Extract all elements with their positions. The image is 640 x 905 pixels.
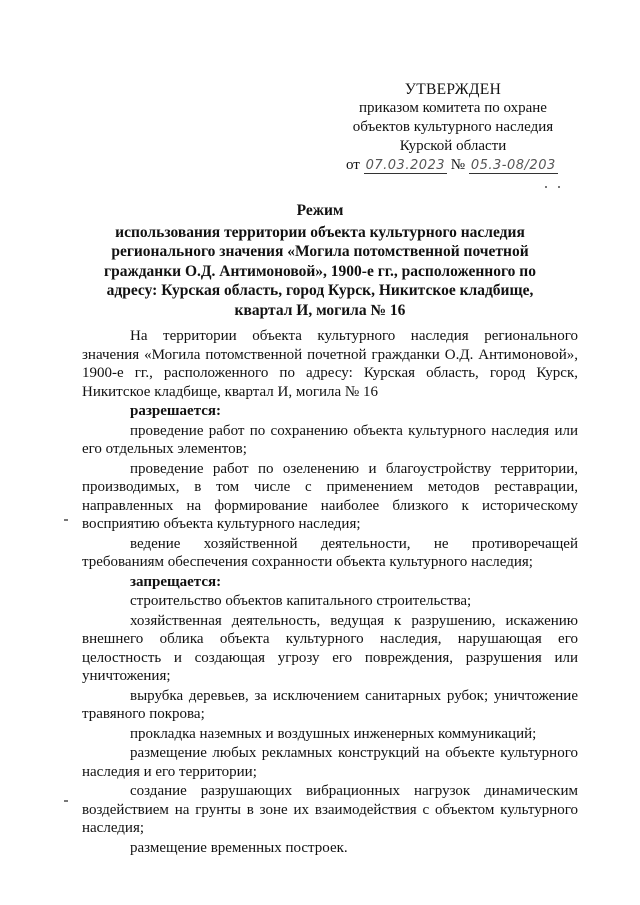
allowed-item: проведение работ по озеленению и благоустройству территории, производимых, в том числе с применением методов реставрации, направленных на формирование наиболее близкого к историческому восприятию объекта культурного наследия; bbox=[82, 460, 578, 532]
title-line-2: использования территории объекта культурного наследия регионального значения «Могила потомственной почетной гражданки О.Д. Антимоновой», 1900-е гг., расположенного по адресу: Курская область, город Курск, Никитское кладбище, квартал И, могила № 16 bbox=[104, 223, 536, 319]
approval-date-line bbox=[318, 156, 588, 175]
handwritten-date: 07.03.2023 bbox=[365, 158, 446, 173]
allowed-item: ведение хозяйственной деятельности, не противоречащей требованиям обеспечения сохранности объекта культурного наследия; bbox=[82, 535, 578, 570]
forbidden-item: прокладка наземных и воздушных инженерных коммуникаций; bbox=[130, 725, 537, 742]
approval-line-1: приказом комитета по охране bbox=[359, 100, 547, 116]
approval-stamp-block bbox=[318, 80, 588, 175]
scan-speck bbox=[545, 186, 547, 188]
title-line-1: Режим bbox=[296, 202, 344, 219]
scan-speck bbox=[64, 800, 68, 802]
forbidden-item: размещение временных построек. bbox=[130, 839, 348, 856]
document-body bbox=[82, 327, 578, 858]
approval-line-3: Курской области bbox=[399, 138, 507, 154]
allowed-label: разрешается: bbox=[130, 403, 222, 419]
forbidden-label: запрещается: bbox=[130, 573, 222, 590]
forbidden-item: хозяйственная деятельность, ведущая к разрушению, искажению внешнего облика объекта культурного наследия, нарушающая его целостность и создающая угрозу его повреждения, разрушения или уничтожения; bbox=[82, 612, 578, 684]
scan-speck bbox=[558, 186, 560, 188]
intro-paragraph: На территории объекта культурного наследия регионального значения «Могила потомственной почетной гражданки О.Д. Антимоновой», 1900-е гг., расположенного по адресу: Курская область, город Курск, Никитское кладбище, квартал И, могила № 16 bbox=[82, 328, 578, 400]
approval-line-2: объектов культурного наследия bbox=[352, 119, 554, 135]
scan-speck bbox=[64, 519, 68, 521]
document-title bbox=[100, 201, 540, 320]
approval-heading: УТВЕРЖДЕН bbox=[404, 81, 502, 98]
allowed-item: проведение работ по сохранению объекта культурного наследия или его отдельных элементов; bbox=[82, 422, 578, 457]
forbidden-item: строительство объектов капитального строительства; bbox=[130, 593, 472, 609]
forbidden-item: создание разрушающих вибрационных нагрузок динамическим воздействием на грунты в зоне их взаимодействия с объектом культурного наследия; bbox=[82, 783, 578, 836]
forbidden-item: размещение любых рекламных конструкций на объекте культурного наследия и его территории; bbox=[82, 745, 578, 780]
forbidden-item: вырубка деревьев, за исключением санитарных рубок; уничтожение травяного покрова; bbox=[82, 687, 578, 722]
number-prefix: № bbox=[450, 157, 466, 173]
handwritten-number: 05.3-08/203 bbox=[470, 158, 556, 173]
date-prefix: от bbox=[346, 157, 360, 173]
